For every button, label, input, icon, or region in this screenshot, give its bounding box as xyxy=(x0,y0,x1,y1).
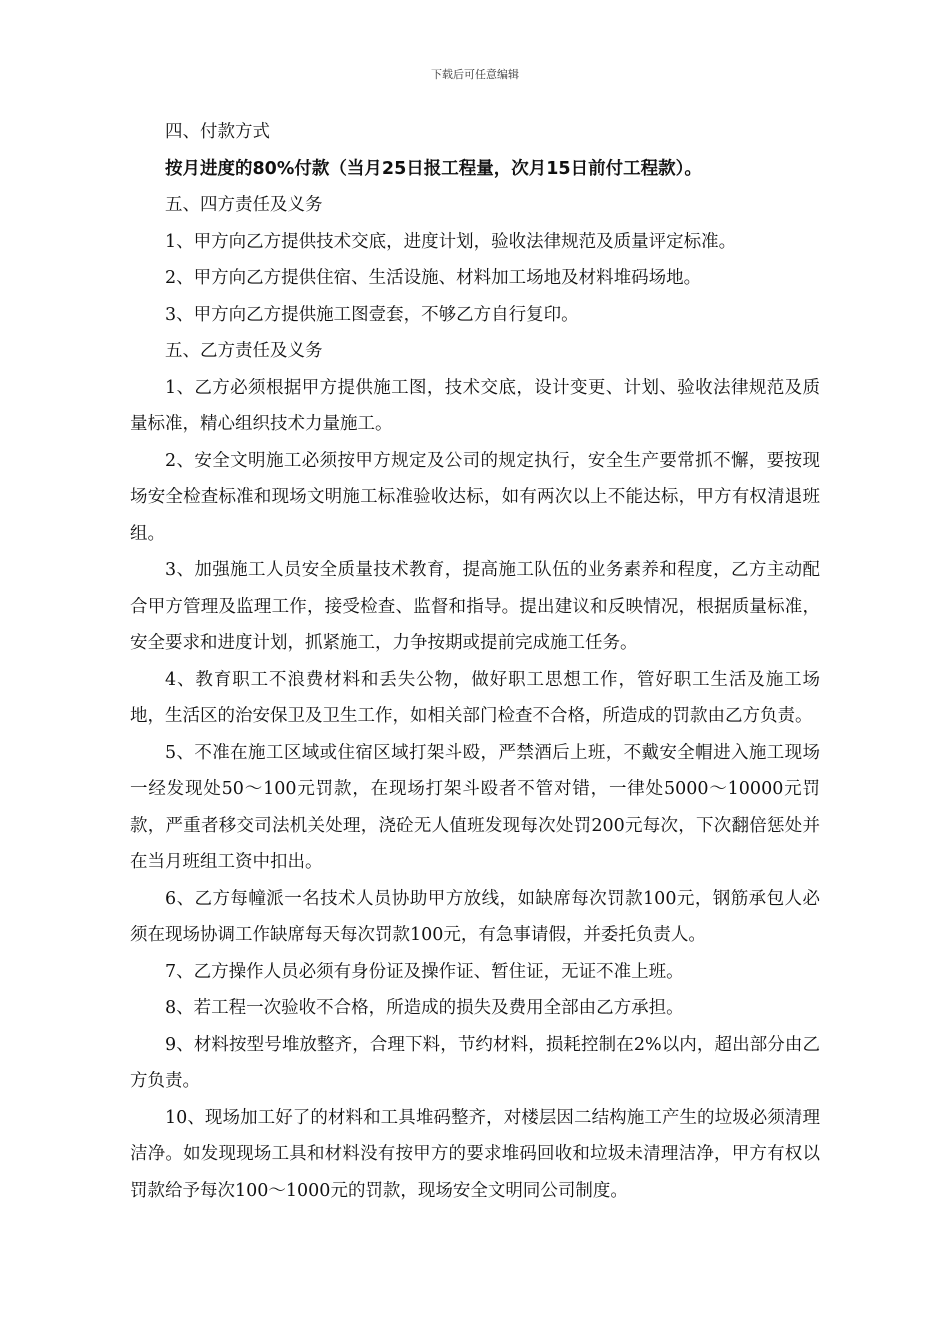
payment-terms: 按月进度的80%付款（当月25日报工程量，次月15日前付工程款）。 xyxy=(165,158,702,179)
party-b-clause-7: 7、乙方操作人员必须有身份证及操作证、暂住证，无证不准上班。 xyxy=(165,961,684,982)
party-b-clause-6: 6、乙方每幢派一名技术人员协助甲方放线，如缺席每次罚款100元，钢筋承包人必须在现场协调工作缺席每天每次罚款100元，有急事请假，并委托负责人。 xyxy=(130,888,820,945)
party-b-clause-8: 8、若工程一次验收不合格，所造成的损失及费用全部由乙方承担。 xyxy=(165,998,684,1018)
party-b-clause-10: 10、现场加工好了的材料和工具堆码整齐，对楼层因二结构施工产生的垃圾必须清理洁净。如发现现场工具和材料没有按甲方的要求堆码回收和垃圾未清理洁净，甲方有权以罚款给予每次100～1000元的罚款，现场安全文明同公司制度。 xyxy=(130,1107,820,1201)
party-b-clause-4: 4、教育职工不浪费材料和丢失公物，做好职工思想工作，管好职工生活及施工场地，生活区的治安保卫及卫生工作，如相关部门检查不合格，所造成的罚款由乙方负责。 xyxy=(130,669,820,726)
document-body xyxy=(130,114,820,1209)
party-b-clause-5: 5、不准在施工区域或住宿区域打架斗殴，严禁酒后上班，不戴安全帽进入施工现场一经发现处50～100元罚款，在现场打架斗殴者不管对错，一律处5000～10000元罚款，严重者移交司法机关处理，浇砼无人值班发现每次处罚200元每次，下次翻倍惩处并在当月班组工资中扣出。 xyxy=(130,742,820,872)
party-b-clause-1: 1、乙方必须根据甲方提供施工图，技术交底，设计变更、计划、验收法律规范及质量标准，精心组织技术力量施工。 xyxy=(130,377,820,434)
party-a-clause-1: 1、甲方向乙方提供技术交底，进度计划，验收法律规范及质量评定标准。 xyxy=(165,231,737,252)
party-b-clause-3: 3、加强施工人员安全质量技术教育，提高施工队伍的业务素养和程度，乙方主动配合甲方管理及监理工作，接受检查、监督和指导。提出建议和反映情况，根据质量标准，安全要求和进度计划，抓紧施工，力争按期或提前完成施工任务。 xyxy=(130,560,820,653)
party-b-clause-9: 9、材料按型号堆放整齐，合理下料，节约材料，损耗控制在2%以内，超出部分由乙方负责。 xyxy=(130,1034,820,1091)
party-b-clause-2: 2、安全文明施工必须按甲方规定及公司的规定执行，安全生产要常抓不懈，要按现场安全检查标准和现场文明施工标准验收达标，如有两次以上不能达标，甲方有权清退班组。 xyxy=(130,450,820,544)
section-title-payment: 四、付款方式 xyxy=(165,122,270,142)
party-a-clause-3: 3、甲方向乙方提供施工图壹套，不够乙方自行复印。 xyxy=(165,304,579,325)
section-title-party-a: 五、四方责任及义务 xyxy=(165,195,323,215)
section-title-party-b: 五、乙方责任及义务 xyxy=(165,341,323,361)
party-a-clause-2: 2、甲方向乙方提供住宿、生活设施、材料加工场地及材料堆码场地。 xyxy=(165,268,702,288)
page-header: 下载后可任意编辑 xyxy=(431,68,519,81)
